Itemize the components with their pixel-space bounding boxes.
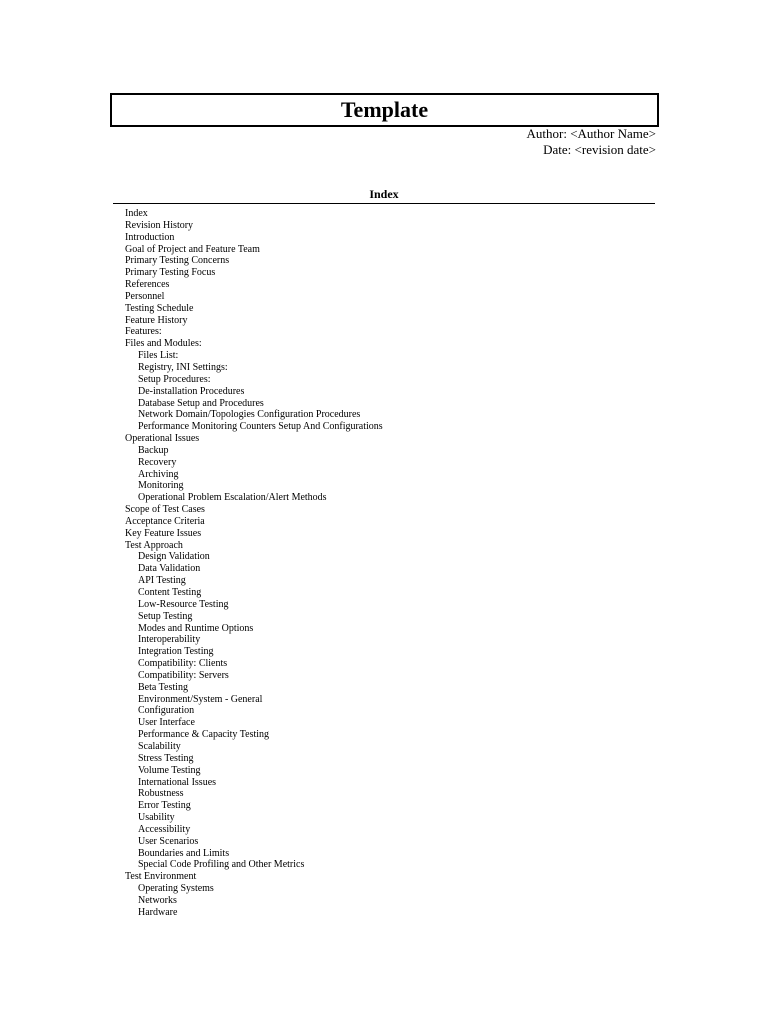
index-entry: Compatibility: Clients <box>138 658 228 670</box>
index-entry: Files List: <box>138 350 179 362</box>
index-entry: Error Testing <box>138 800 191 812</box>
index-entry: Archiving <box>138 468 179 480</box>
index-entry: Setup Procedures: <box>138 373 211 385</box>
index-entry: Operational Issues <box>125 433 200 445</box>
index-entry: Database Setup and Procedures <box>138 397 264 409</box>
index-entry: Performance & Capacity Testing <box>138 729 270 741</box>
index-entry: API Testing <box>138 575 186 587</box>
title-box <box>110 93 659 127</box>
index-entry: Design Validation <box>138 551 210 563</box>
index-entry: Primary Testing Concerns <box>125 255 230 267</box>
index-entry: Test Environment <box>125 871 197 883</box>
index-entry: Interoperability <box>138 634 201 646</box>
index-entry: Hardware <box>138 906 178 918</box>
index-entry: Compatibility: Servers <box>138 669 229 681</box>
index-entry: Registry, INI Settings: <box>138 361 228 373</box>
index-entry: Files and Modules: <box>125 338 202 350</box>
index-list <box>125 208 383 919</box>
index-entry: Key Feature Issues <box>125 527 202 539</box>
index-entry: Primary Testing Focus <box>125 267 216 279</box>
index-entry: References <box>125 279 170 291</box>
author-line: Author: <Author Name> <box>526 126 656 141</box>
index-entry: Personnel <box>125 290 165 302</box>
index-entry: Testing Schedule <box>125 302 194 314</box>
index-entry: Boundaries and Limits <box>138 847 230 859</box>
index-entry: Operating Systems <box>138 883 214 895</box>
index-entry: Recovery <box>138 456 177 468</box>
index-entry: Goal of Project and Feature Team <box>125 243 260 255</box>
index-entry: Content Testing <box>138 587 202 598</box>
index-entry: Network Domain/Topologies Configuration Procedures <box>138 409 361 421</box>
index-entry: Environment/System - General <box>138 693 263 705</box>
index-entry: Setup Testing <box>138 610 193 622</box>
index-entry: Networks <box>138 894 177 906</box>
index-entry: Special Code Profiling and Other Metrics <box>138 859 305 871</box>
index-entry: Usability <box>138 812 175 824</box>
index-entry: International Issues <box>138 776 217 788</box>
index-entry: Operational Problem Escalation/Alert Methods <box>138 492 327 504</box>
index-entry: Monitoring <box>138 480 184 492</box>
date-line: Date: <revision date> <box>543 142 656 157</box>
index-entry: Index <box>125 208 148 219</box>
index-entry: Features: <box>125 326 162 338</box>
index-entry: Backup <box>138 444 169 456</box>
index-entry: Accessibility <box>138 823 191 835</box>
index-entry: Acceptance Criteria <box>125 515 205 527</box>
index-entry: Volume Testing <box>138 764 201 776</box>
document-meta <box>527 126 656 158</box>
index-entry: Robustness <box>138 788 184 800</box>
index-entry: Integration Testing <box>138 646 214 658</box>
index-entry: Configuration <box>138 705 195 717</box>
document-title: Template <box>340 97 429 122</box>
index-entry: Introduction <box>125 231 175 243</box>
index-entry: Scalability <box>138 740 181 752</box>
index-entry: Stress Testing <box>138 752 194 764</box>
index-entry: Modes and Runtime Options <box>138 622 254 634</box>
index-entry: De-installation Procedures <box>138 385 245 397</box>
index-entry: Revision History <box>125 219 194 231</box>
index-entry: Performance Monitoring Counters Setup And Configurations <box>138 421 383 433</box>
index-entry: Beta Testing <box>138 681 188 693</box>
index-entry: Low-Resource Testing <box>138 598 229 610</box>
index-heading: Index <box>113 187 655 204</box>
index-entry: Feature History <box>125 314 188 326</box>
index-entry: Test Approach <box>125 539 183 551</box>
index-entry: Scope of Test Cases <box>125 504 205 516</box>
index-entry: User Interface <box>138 717 195 729</box>
index-entry: Data Validation <box>138 563 201 575</box>
index-entry: User Scenarios <box>138 835 199 847</box>
